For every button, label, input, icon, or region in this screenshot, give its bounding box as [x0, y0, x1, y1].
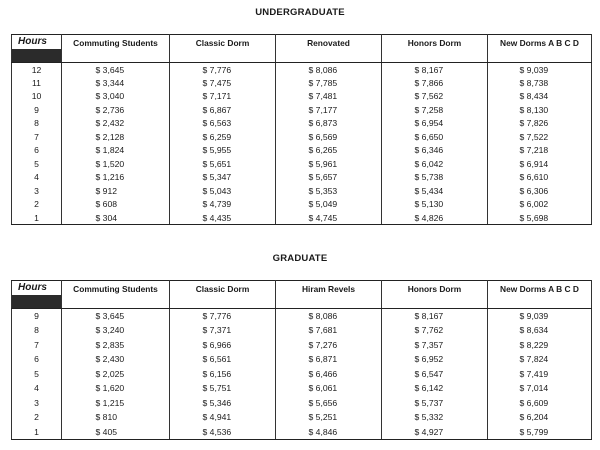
- rate-value: $ 6,871: [308, 354, 338, 365]
- rate-cell: [382, 117, 488, 131]
- rate-value: $ 405: [95, 426, 118, 437]
- rate-value: $ 8,130: [519, 104, 549, 115]
- rate-value: $ 6,156: [202, 368, 232, 379]
- hours-cell: 6: [12, 144, 62, 158]
- rate-cell: [170, 338, 276, 353]
- table-header-row: [12, 281, 592, 309]
- rate-value: $ 2,025: [95, 368, 125, 379]
- table-row: [12, 323, 592, 338]
- commuting-students-column-header: Commuting Students: [62, 35, 170, 63]
- rate-cell: [276, 171, 382, 185]
- rate-value: $ 5,737: [414, 397, 444, 408]
- table-header-row: [12, 35, 592, 63]
- rate-cell: [276, 211, 382, 225]
- rate-value: $ 6,061: [308, 383, 338, 394]
- rate-cell: [62, 338, 170, 353]
- graduate-title: GRADUATE: [272, 253, 328, 264]
- rate-value: $ 2,128: [95, 131, 125, 142]
- rate-value: $ 2,432: [95, 118, 125, 129]
- rate-cell: [170, 90, 276, 104]
- header-shaded-block: [12, 49, 61, 62]
- rate-value: $ 6,954: [414, 118, 444, 129]
- rate-value: $ 912: [95, 185, 118, 196]
- rate-cell: [276, 323, 382, 338]
- rate-cell: [488, 144, 592, 158]
- hours-cell: 3: [12, 396, 62, 411]
- rate-cell: [170, 103, 276, 117]
- rate-cell: [488, 103, 592, 117]
- rate-cell: [170, 184, 276, 198]
- rate-value: $ 5,955: [202, 145, 232, 156]
- rate-value: $ 8,086: [308, 311, 338, 321]
- rate-cell: [276, 367, 382, 382]
- rate-value: $ 4,435: [202, 212, 232, 223]
- rate-cell: [276, 184, 382, 198]
- rate-value: $ 7,481: [308, 91, 338, 102]
- rate-cell: [382, 157, 488, 171]
- table-row: [12, 396, 592, 411]
- rate-value: $ 7,776: [202, 64, 232, 75]
- rate-cell: [488, 323, 592, 338]
- rate-cell: [488, 184, 592, 198]
- rate-cell: [62, 323, 170, 338]
- rate-value: $ 9,039: [519, 311, 549, 321]
- rate-value: $ 8,086: [308, 64, 338, 75]
- rate-value: $ 6,966: [202, 339, 232, 350]
- hours-cell: 8: [12, 323, 62, 338]
- rate-cell: [170, 410, 276, 425]
- rate-value: $ 7,866: [414, 77, 444, 88]
- rate-cell: [62, 90, 170, 104]
- rate-cell: [170, 171, 276, 185]
- rate-cell: [488, 410, 592, 425]
- rate-cell: [170, 130, 276, 144]
- classic-dorm-column-header: Classic Dorm: [170, 281, 276, 309]
- rate-cell: [382, 367, 488, 382]
- table-row: [12, 381, 592, 396]
- rate-cell: [276, 103, 382, 117]
- rate-cell: [382, 381, 488, 396]
- rate-value: $ 6,466: [308, 368, 338, 379]
- rate-cell: [488, 381, 592, 396]
- rate-value: $ 5,130: [414, 199, 444, 210]
- rate-cell: [382, 184, 488, 198]
- hours-cell: 4: [12, 171, 62, 185]
- rate-cell: [488, 130, 592, 144]
- rate-value: $ 7,522: [519, 131, 549, 142]
- rate-cell: [276, 157, 382, 171]
- rate-value: $ 4,846: [308, 426, 338, 437]
- rate-value: $ 5,353: [308, 185, 338, 196]
- rate-cell: [62, 63, 170, 77]
- rate-value: $ 6,563: [202, 118, 232, 129]
- hours-column-header: Hours: [12, 281, 62, 309]
- rate-cell: [488, 367, 592, 382]
- rate-value: $ 6,204: [519, 412, 549, 423]
- table-row: [12, 117, 592, 131]
- rate-cell: [170, 425, 276, 440]
- rate-value: $ 6,142: [414, 383, 444, 394]
- rate-cell: [170, 367, 276, 382]
- rate-cell: [62, 184, 170, 198]
- graduate-table-body: [12, 309, 592, 440]
- rate-value: $ 6,952: [414, 354, 444, 365]
- rate-cell: [62, 309, 170, 324]
- rate-value: $ 8,167: [414, 311, 444, 321]
- hours-cell: 5: [12, 157, 62, 171]
- rate-value: $ 3,240: [95, 325, 125, 336]
- rate-cell: [62, 76, 170, 90]
- rate-cell: [62, 171, 170, 185]
- rate-value: $ 608: [95, 199, 118, 210]
- rate-cell: [276, 117, 382, 131]
- rate-value: $ 5,738: [414, 172, 444, 183]
- rate-cell: [382, 309, 488, 324]
- undergraduate-title: UNDERGRADUATE: [255, 7, 345, 18]
- commuting-students-column-header: Commuting Students: [62, 281, 170, 309]
- header-shaded-block: [12, 295, 61, 308]
- rate-value: $ 5,346: [202, 397, 232, 408]
- rate-cell: [276, 198, 382, 212]
- rate-cell: [276, 76, 382, 90]
- rate-value: $ 2,736: [95, 104, 125, 115]
- rate-value: $ 5,961: [308, 158, 338, 169]
- rate-value: $ 8,434: [519, 91, 549, 102]
- rate-cell: [170, 352, 276, 367]
- table-row: [12, 63, 592, 77]
- rate-value: $ 3,344: [95, 77, 125, 88]
- rate-value: $ 5,651: [202, 158, 232, 169]
- rate-value: $ 1,520: [95, 158, 125, 169]
- rate-cell: [62, 144, 170, 158]
- rate-cell: [62, 198, 170, 212]
- rate-cell: [276, 144, 382, 158]
- table-row: [12, 157, 592, 171]
- rate-value: $ 1,824: [95, 145, 125, 156]
- rate-value: $ 304: [95, 212, 118, 223]
- rate-cell: [276, 338, 382, 353]
- rate-value: $ 4,941: [202, 412, 232, 423]
- rate-value: $ 3,645: [95, 64, 125, 75]
- rate-value: $ 7,171: [202, 91, 232, 102]
- rate-value: $ 8,229: [519, 339, 549, 350]
- rate-cell: [488, 157, 592, 171]
- table-row: [12, 90, 592, 104]
- rate-cell: [170, 396, 276, 411]
- classic-dorm-column-header: Classic Dorm: [170, 35, 276, 63]
- undergraduate-rates-table: [11, 34, 592, 225]
- rate-cell: [488, 117, 592, 131]
- hours-cell: 9: [12, 103, 62, 117]
- rate-value: $ 7,824: [519, 354, 549, 365]
- hours-cell: 3: [12, 184, 62, 198]
- rate-value: $ 9,039: [519, 64, 549, 75]
- rate-value: $ 6,259: [202, 131, 232, 142]
- rate-value: $ 2,430: [95, 354, 125, 365]
- rate-cell: [62, 157, 170, 171]
- table-row: [12, 171, 592, 185]
- hours-cell: 1: [12, 211, 62, 225]
- rate-cell: [382, 323, 488, 338]
- rate-value: $ 8,167: [414, 64, 444, 75]
- rate-cell: [382, 76, 488, 90]
- rate-value: $ 3,040: [95, 91, 125, 102]
- rate-value: $ 6,873: [308, 118, 338, 129]
- undergraduate-table-body: [12, 63, 592, 225]
- rate-value: $ 5,657: [308, 172, 338, 183]
- rate-cell: [170, 211, 276, 225]
- rate-value: $ 5,049: [308, 199, 338, 210]
- rate-value: $ 7,177: [308, 104, 338, 115]
- rate-cell: [488, 198, 592, 212]
- rate-value: $ 7,475: [202, 77, 232, 88]
- rate-value: $ 6,042: [414, 158, 444, 169]
- new-dorms-column-header: New Dorms A B C D: [488, 281, 592, 309]
- rate-value: $ 5,043: [202, 185, 232, 196]
- rate-cell: [382, 171, 488, 185]
- rate-cell: [382, 410, 488, 425]
- rate-cell: [62, 396, 170, 411]
- rate-cell: [488, 396, 592, 411]
- rate-value: $ 3,645: [95, 311, 125, 321]
- rate-cell: [62, 425, 170, 440]
- rate-cell: [382, 352, 488, 367]
- rate-value: $ 5,698: [519, 212, 549, 223]
- rate-value: $ 2,835: [95, 339, 125, 350]
- rate-value: $ 6,610: [519, 172, 549, 183]
- rate-value: $ 5,251: [308, 412, 338, 423]
- hours-cell: 2: [12, 198, 62, 212]
- rate-value: $ 6,002: [519, 199, 549, 210]
- hours-cell: 5: [12, 367, 62, 382]
- table-row: [12, 410, 592, 425]
- renovated-column-header: Renovated: [276, 35, 382, 63]
- honors-dorm-column-header: Honors Dorm: [382, 281, 488, 309]
- rate-value: $ 5,656: [308, 397, 338, 408]
- rate-cell: [488, 211, 592, 225]
- rate-cell: [276, 381, 382, 396]
- rate-cell: [62, 117, 170, 131]
- rate-cell: [382, 144, 488, 158]
- rate-value: $ 6,265: [308, 145, 338, 156]
- hours-cell: 2: [12, 410, 62, 425]
- rate-cell: [170, 198, 276, 212]
- hours-cell: 7: [12, 130, 62, 144]
- hours-cell: 8: [12, 117, 62, 131]
- rate-cell: [382, 103, 488, 117]
- rate-cell: [488, 63, 592, 77]
- table-row: [12, 309, 592, 324]
- rate-cell: [62, 367, 170, 382]
- rate-cell: [170, 76, 276, 90]
- rate-value: $ 5,332: [414, 412, 444, 423]
- rate-value: $ 6,914: [519, 158, 549, 169]
- hours-cell: 9: [12, 309, 62, 324]
- rate-value: $ 6,609: [519, 397, 549, 408]
- rate-value: $ 810: [95, 412, 118, 423]
- rate-value: $ 7,276: [308, 339, 338, 350]
- rate-value: $ 7,562: [414, 91, 444, 102]
- rate-cell: [62, 130, 170, 144]
- rate-value: $ 7,681: [308, 325, 338, 336]
- table-row: [12, 338, 592, 353]
- rate-cell: [276, 130, 382, 144]
- rate-cell: [170, 144, 276, 158]
- hours-cell: 4: [12, 381, 62, 396]
- graduate-rates-table: [11, 280, 592, 440]
- rate-cell: [382, 198, 488, 212]
- table-row: [12, 103, 592, 117]
- rate-cell: [488, 309, 592, 324]
- rate-value: $ 7,762: [414, 325, 444, 336]
- rate-value: $ 5,347: [202, 172, 232, 183]
- table-row: [12, 211, 592, 225]
- rate-value: $ 4,927: [414, 426, 444, 437]
- rate-cell: [382, 425, 488, 440]
- rate-cell: [488, 338, 592, 353]
- rate-cell: [170, 63, 276, 77]
- table-row: [12, 425, 592, 440]
- rate-cell: [488, 352, 592, 367]
- rate-value: $ 7,785: [308, 77, 338, 88]
- rate-cell: [382, 130, 488, 144]
- hours-cell: 1: [12, 425, 62, 440]
- rate-value: $ 6,547: [414, 368, 444, 379]
- rate-cell: [276, 396, 382, 411]
- rate-cell: [170, 323, 276, 338]
- rate-value: $ 4,739: [202, 199, 232, 210]
- rate-value: $ 6,867: [202, 104, 232, 115]
- hours-column-header: Hours: [12, 35, 62, 63]
- rate-cell: [276, 63, 382, 77]
- rate-value: $ 7,218: [519, 145, 549, 156]
- rate-value: $ 7,776: [202, 311, 232, 321]
- rate-cell: [382, 211, 488, 225]
- hours-cell: 11: [12, 76, 62, 90]
- new-dorms-column-header: New Dorms A B C D: [488, 35, 592, 63]
- rate-value: $ 5,434: [414, 185, 444, 196]
- rate-cell: [276, 410, 382, 425]
- hours-cell: 10: [12, 90, 62, 104]
- rate-cell: [488, 90, 592, 104]
- table-row: [12, 352, 592, 367]
- rate-value: $ 5,751: [202, 383, 232, 394]
- rate-value: $ 7,419: [519, 368, 549, 379]
- rate-value: $ 5,799: [519, 426, 549, 437]
- rate-value: $ 4,826: [414, 212, 444, 223]
- rate-value: $ 6,650: [414, 131, 444, 142]
- rate-cell: [382, 396, 488, 411]
- rate-cell: [170, 381, 276, 396]
- rate-cell: [62, 410, 170, 425]
- rate-cell: [276, 90, 382, 104]
- rate-cell: [488, 76, 592, 90]
- rate-cell: [276, 309, 382, 324]
- rate-cell: [382, 338, 488, 353]
- hiram-revels-column-header: Hiram Revels: [276, 281, 382, 309]
- table-row: [12, 76, 592, 90]
- rate-cell: [170, 157, 276, 171]
- rate-value: $ 6,561: [202, 354, 232, 365]
- rate-cell: [170, 309, 276, 324]
- rate-cell: [62, 211, 170, 225]
- rate-cell: [62, 381, 170, 396]
- rate-value: $ 7,014: [519, 383, 549, 394]
- rate-cell: [488, 425, 592, 440]
- rate-value: $ 4,536: [202, 426, 232, 437]
- rate-cell: [62, 352, 170, 367]
- table-row: [12, 144, 592, 158]
- rate-value: $ 6,306: [519, 185, 549, 196]
- rate-value: $ 1,620: [95, 383, 125, 394]
- table-row: [12, 198, 592, 212]
- rate-value: $ 1,215: [95, 397, 125, 408]
- rate-value: $ 4,745: [308, 212, 338, 223]
- rate-cell: [488, 171, 592, 185]
- rate-value: $ 1,216: [95, 172, 125, 183]
- rate-value: $ 7,826: [519, 118, 549, 129]
- hours-cell: 12: [12, 63, 62, 77]
- rate-value: $ 8,634: [519, 325, 549, 336]
- table-row: [12, 184, 592, 198]
- rate-value: $ 7,371: [202, 325, 232, 336]
- rate-value: $ 7,357: [414, 339, 444, 350]
- rate-value: $ 8,738: [519, 77, 549, 88]
- rate-cell: [382, 63, 488, 77]
- honors-dorm-column-header: Honors Dorm: [382, 35, 488, 63]
- hours-cell: 7: [12, 338, 62, 353]
- table-row: [12, 130, 592, 144]
- rate-value: $ 7,258: [414, 104, 444, 115]
- rate-value: $ 6,569: [308, 131, 338, 142]
- rate-value: $ 6,346: [414, 145, 444, 156]
- rate-cell: [382, 90, 488, 104]
- rate-cell: [276, 425, 382, 440]
- rate-cell: [170, 117, 276, 131]
- rate-cell: [276, 352, 382, 367]
- rate-cell: [62, 103, 170, 117]
- table-row: [12, 367, 592, 382]
- hours-cell: 6: [12, 352, 62, 367]
